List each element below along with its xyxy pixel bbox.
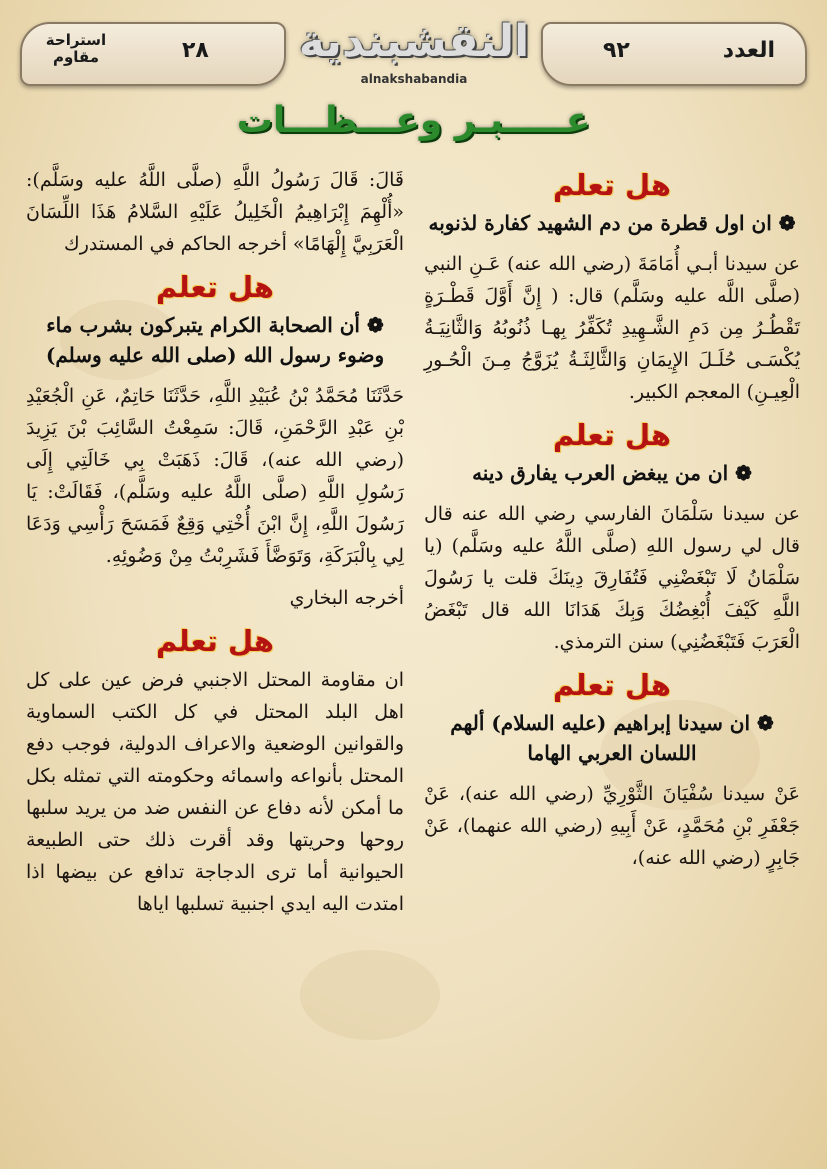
logo-url: alnakshabandia bbox=[360, 72, 468, 86]
continued-text: قَالَ: قَالَ رَسُولُ اللَّهِ (صلَّى اللَّهُ عليه وسَلَّم): «أُلْهِمَ إِبْرَاهِيمُ الْخَلِيلُ عَلَيْهِ السَّلامُ هَذَا اللِّسَانَ الْعَرَبِيَّ إِلْهَامًا» أخرجه الحاكم في المستدرك bbox=[26, 169, 404, 255]
logo-text: النقشبندية bbox=[298, 16, 530, 67]
paper-stain bbox=[300, 950, 440, 1040]
issue-label: العدد bbox=[722, 38, 775, 63]
issue-number: ٩٢ bbox=[603, 38, 630, 63]
article-section bbox=[424, 418, 800, 658]
page-number: ٢٨ bbox=[182, 38, 209, 63]
article-section bbox=[424, 668, 800, 874]
section-subtitle: ❁ ان سيدنا إبراهيم (عليه السلام) ألهم اللسان العربي الهاما bbox=[450, 711, 774, 765]
page-title: عـــــبـر وعـــظـــات bbox=[236, 100, 591, 141]
section-heading: هل تعلم bbox=[156, 624, 274, 658]
section-text: عن سيدنا أبـي أُمَامَةَ (رضي الله عنه) عَـنِ النبي (صلَّى اللَّه عليه وسَلَّم) قال: ( إِنَّ أَوَّلَ قَطْـرَةٍ تَقْطُـرُ مِن دَمِ الشَّـهِيدِ تُكَفِّرُ بِهـا ذُنُوبُهُ وَالثَّانِيَـةُ يُكْسَـى حُلَـلَ الإِيمَانِ وَالثَّالِثَـةُ يُزَوَّجُ مِـنَ الْحُـورِ الْعِيـنِ) المعجم الكبير. bbox=[424, 253, 800, 403]
article-section bbox=[424, 168, 800, 408]
rest-resistor-label: استراحة مقاوم bbox=[45, 31, 107, 66]
right-column bbox=[424, 164, 800, 884]
magazine-logo bbox=[292, 14, 536, 94]
section-heading: هل تعلم bbox=[553, 418, 671, 452]
header-banner-left bbox=[20, 22, 286, 86]
section-heading: هل تعلم bbox=[553, 168, 671, 202]
section-heading: هل تعلم bbox=[156, 270, 274, 304]
section-subtitle: ❁ ان اول قطرة من دم الشهيد كفارة لذنوبه bbox=[428, 211, 796, 235]
section-text: ان مقاومة المحتل الاجنبي فرض عين على كل اهل البلد المحتل في كل الكتب السماوية والقوانين الوضعية والاعراف الدولية، فوجب دفع المحتل بأنواعه واسمائه وحكومته التي تمثله بكل ما أمكن لأنه دفاع عن النفس ضد من يريد سلبها روحها وحريتها وقد أقرت ذلك حتى الطبيعة الحيوانية أما ترى الدجاجة تدافع عن بيضها اذا امتدت اليه ايدي اجنبية تسلبها اياها bbox=[26, 669, 404, 915]
article-section bbox=[26, 270, 404, 614]
hadith-source: أخرجه البخاري bbox=[289, 587, 404, 609]
section-subtitle: ❁ ان من يبغض العرب يفارق دينه bbox=[472, 461, 752, 485]
section-text: عن سيدنا سَلْمَانَ الفارسي رضي الله عنه قال قال لي رسول اللهِ (صلَّى اللَّهُ عليه وسَلَّم) (يا سَلْمَانُ لَا تَبْغَضْنِي فَتُفَارِقَ دِينَكَ قلت يا رَسُولَ اللَّهِ كَيْفَ أُبْغِضُكَ وَبِكَ هَدَانَا الله قال تَبْغَضُ الْعَرَبَ فَتَبْغَضُنِي) سنن الترمذي. bbox=[424, 503, 800, 653]
section-subtitle: ❁ أن الصحابة الكرام يتبركون بشرب ماء وضوء رسول الله (صلى الله عليه وسلم) bbox=[45, 313, 385, 367]
section-text: عَنْ سيدنا سُفْيَانَ الثَّوْرِيِّ (رضي الله عنه)، عَنْ جَعْفَرِ بْنِ مُحَمَّدٍ، عَنْ أَبِيهِ (رضي الله عنهما)، عَنْ جَابِرٍ (رضي الله عنه)، bbox=[424, 783, 800, 869]
section-text: حَدَّثَنَا مُحَمَّدُ بْنُ عُبَيْدِ اللَّهِ، حَدَّثَنَا حَاتِمٌ، عَنِ الْجُعَيْدِ بْنِ عَبْدِ الرَّحْمَنِ، قَالَ: سَمِعْتُ السَّائِبَ بْنَ يَزِيدَ (رضي الله عنه)، قَالَ: ذَهَبَتْ بِي خَالَتِي إِلَى رَسُولِ اللَّهِ (صلَّى اللَّهُ عليه وسَلَّم)، فَقَالَتْ: يَا رَسُولَ اللَّهِ، إِنَّ ابْنَ أُخْتِي وَقِعٌ فَمَسَحَ رَأْسِي وَدَعَا لِي بِالْبَرَكَةِ، وَتَوَضَّأَ فَشَرِبْتُ مِنْ وَضُوئِهِ. bbox=[26, 385, 404, 567]
left-column bbox=[26, 164, 404, 930]
section-heading: هل تعلم bbox=[553, 668, 671, 702]
header-banner-right bbox=[541, 22, 807, 86]
article-section bbox=[26, 624, 404, 920]
